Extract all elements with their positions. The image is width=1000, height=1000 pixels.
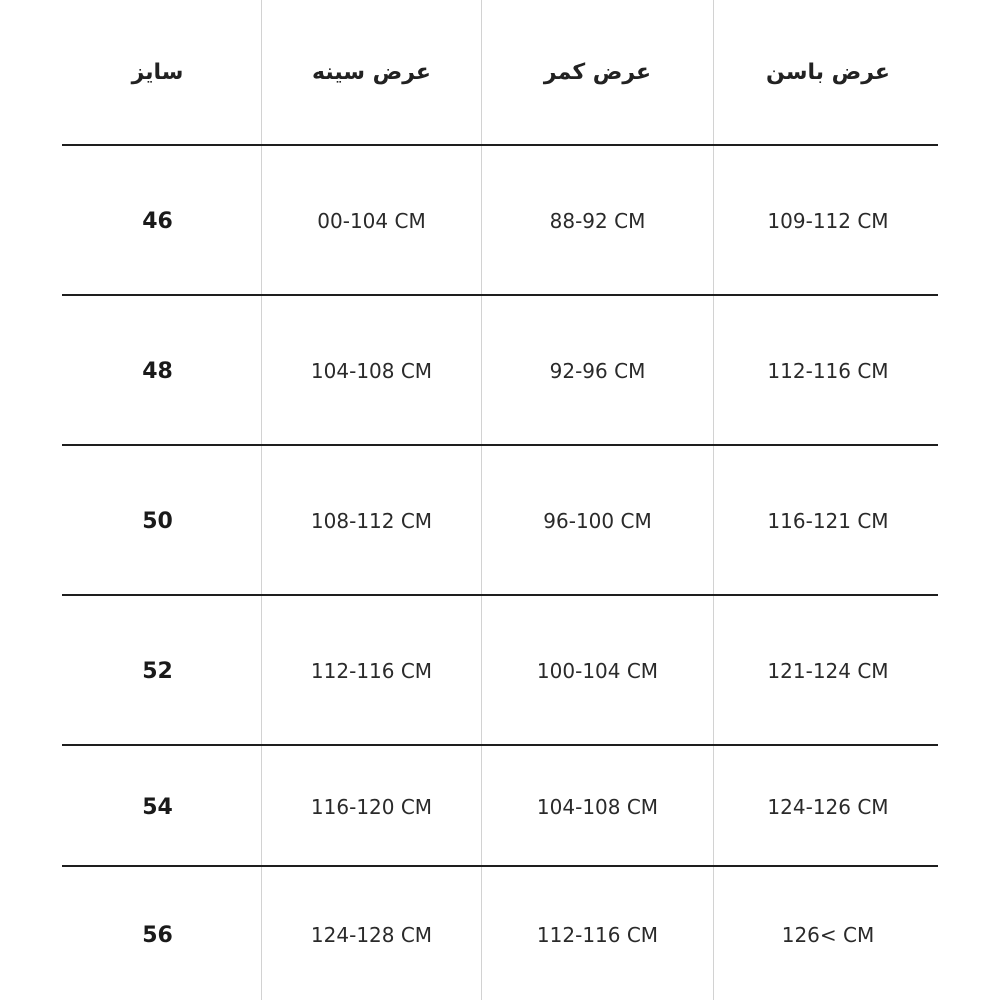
chest-value: 124-128 CM [310, 923, 433, 947]
row-divider [62, 744, 938, 746]
hip-value: 109-112 CM [767, 209, 889, 233]
waist-value: 104-108 CM [536, 795, 659, 819]
header-size: سایز [131, 60, 184, 85]
waist-value: 112-116 CM [536, 923, 659, 947]
row-divider [62, 144, 938, 146]
header-waist-width: عرض کمر [543, 60, 652, 85]
row-divider [62, 294, 938, 296]
waist-value: 96-100 CM [543, 509, 652, 533]
header-hip-width: عرض باسن [766, 60, 890, 85]
row-divider [62, 444, 938, 446]
chest-value: 00-104 CM [317, 209, 426, 233]
waist-value: 100-104 CM [536, 659, 659, 683]
header-chest-width: عرض سینه [312, 60, 431, 85]
chest-value: 108-112 CM [310, 509, 433, 533]
chest-value: 112-116 CM [310, 659, 433, 683]
size-value: 46 [142, 208, 173, 234]
row-divider [62, 594, 938, 596]
size-value: 50 [142, 508, 173, 534]
chest-value: 104-108 CM [310, 359, 433, 383]
hip-value: 116-121 CM [767, 509, 889, 533]
hip-value: 124-126 CM [767, 795, 889, 819]
size-value: 54 [142, 794, 173, 820]
waist-value: 92-96 CM [549, 359, 646, 383]
row-divider [62, 865, 938, 867]
chest-value: 116-120 CM [310, 795, 433, 819]
size-value: 56 [142, 922, 173, 948]
waist-value: 88-92 CM [549, 209, 646, 233]
hip-value: 112-116 CM [767, 359, 889, 383]
size-value: 48 [142, 358, 173, 384]
size-value: 52 [142, 658, 173, 684]
hip-value: 126< CM [781, 923, 875, 947]
hip-value: 121-124 CM [767, 659, 889, 683]
